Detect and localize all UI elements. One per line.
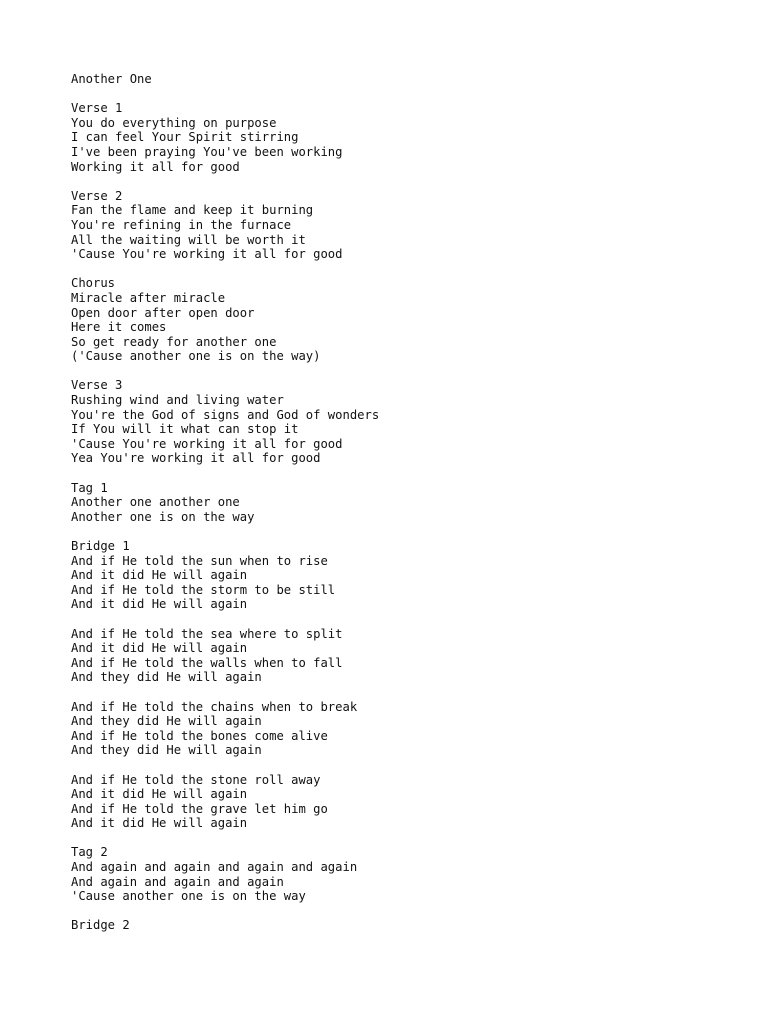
lyric-line: Rushing wind and living water [71, 393, 284, 408]
section-heading: Bridge 1 [71, 539, 130, 553]
lyric-line: So get ready for another one [71, 334, 277, 349]
lyric-line: 'Cause You're working it all for good [71, 247, 343, 262]
lyric-line: 'Cause another one is on the way [71, 889, 306, 904]
lyric-line: And it did He will again [71, 597, 248, 612]
lyric-line: And if He told the sun when to rise [71, 553, 328, 568]
lyric-line: And it did He will again [71, 568, 248, 583]
lyrics-document [71, 72, 731, 948]
lyric-line: Miracle after miracle [71, 290, 226, 305]
lyric-line: All the waiting will be worth it [71, 232, 306, 247]
lyric-line: Here it comes [71, 320, 167, 335]
lyrics-section [71, 378, 731, 466]
lyric-line: And if He told the storm to be still [71, 582, 336, 597]
lyric-line: And if He told the sea where to split [71, 626, 343, 641]
lyric-line: Fan the flame and keep it burning [71, 203, 314, 218]
section-heading: Bridge 2 [71, 918, 130, 933]
lyric-line: And they did He will again [71, 714, 262, 729]
lyrics-sections [71, 101, 731, 933]
lyrics-section [71, 101, 731, 174]
song-title: Another One [71, 72, 152, 86]
lyric-line: And if He told the chains when to break [71, 699, 358, 714]
section-heading: Tag 1 [71, 480, 108, 495]
lyric-line: And if He told the walls when to fall [71, 655, 343, 670]
lyrics-section [71, 276, 731, 364]
lyric-line: And if He told the bones come alive [71, 728, 328, 743]
lyric-line: And again and again and again [71, 874, 284, 889]
lyric-line: And it did He will again [71, 641, 248, 656]
lyric-line: If You will it what can stop it [71, 422, 299, 437]
section-heading: Chorus [71, 276, 116, 291]
lyric-line: And if He told the grave let him go [71, 801, 328, 816]
lyrics-section [71, 539, 731, 612]
lyric-line: Another one is on the way [71, 509, 255, 524]
lyric-line: You do everything on purpose [71, 115, 277, 130]
section-heading: Verse 3 [71, 378, 123, 393]
lyric-line: ('Cause another one is on the way) [71, 349, 321, 364]
lyric-line: And again and again and again and again [71, 860, 358, 875]
lyrics-section [71, 481, 731, 525]
lyric-line: I can feel Your Spirit stirring [71, 130, 299, 145]
lyric-line: You're the God of signs and God of wonders [71, 407, 380, 422]
lyric-line: And it did He will again [71, 816, 248, 831]
lyric-line: And if He told the stone roll away [71, 772, 321, 787]
lyric-line: Yea You're working it all for good [71, 451, 321, 466]
section-heading: Verse 2 [71, 188, 123, 203]
lyrics-section [71, 627, 731, 685]
lyric-line: And they did He will again [71, 670, 262, 685]
lyric-line: Working it all for good [71, 159, 240, 174]
lyric-line: And they did He will again [71, 743, 262, 758]
lyrics-section [71, 918, 731, 933]
lyrics-section [71, 700, 731, 758]
section-heading: Tag 2 [71, 845, 108, 860]
lyric-line: And it did He will again [71, 787, 248, 802]
lyrics-section [71, 189, 731, 262]
section-heading: Verse 1 [71, 101, 123, 116]
lyrics-section [71, 845, 731, 903]
lyric-line: I've been praying You've been working [71, 144, 343, 159]
lyric-line: You're refining in the furnace [71, 217, 292, 232]
lyrics-section [71, 773, 731, 831]
lyric-line: 'Cause You're working it all for good [71, 436, 343, 451]
lyric-line: Open door after open door [71, 305, 255, 320]
lyric-line: Another one another one [71, 495, 240, 510]
